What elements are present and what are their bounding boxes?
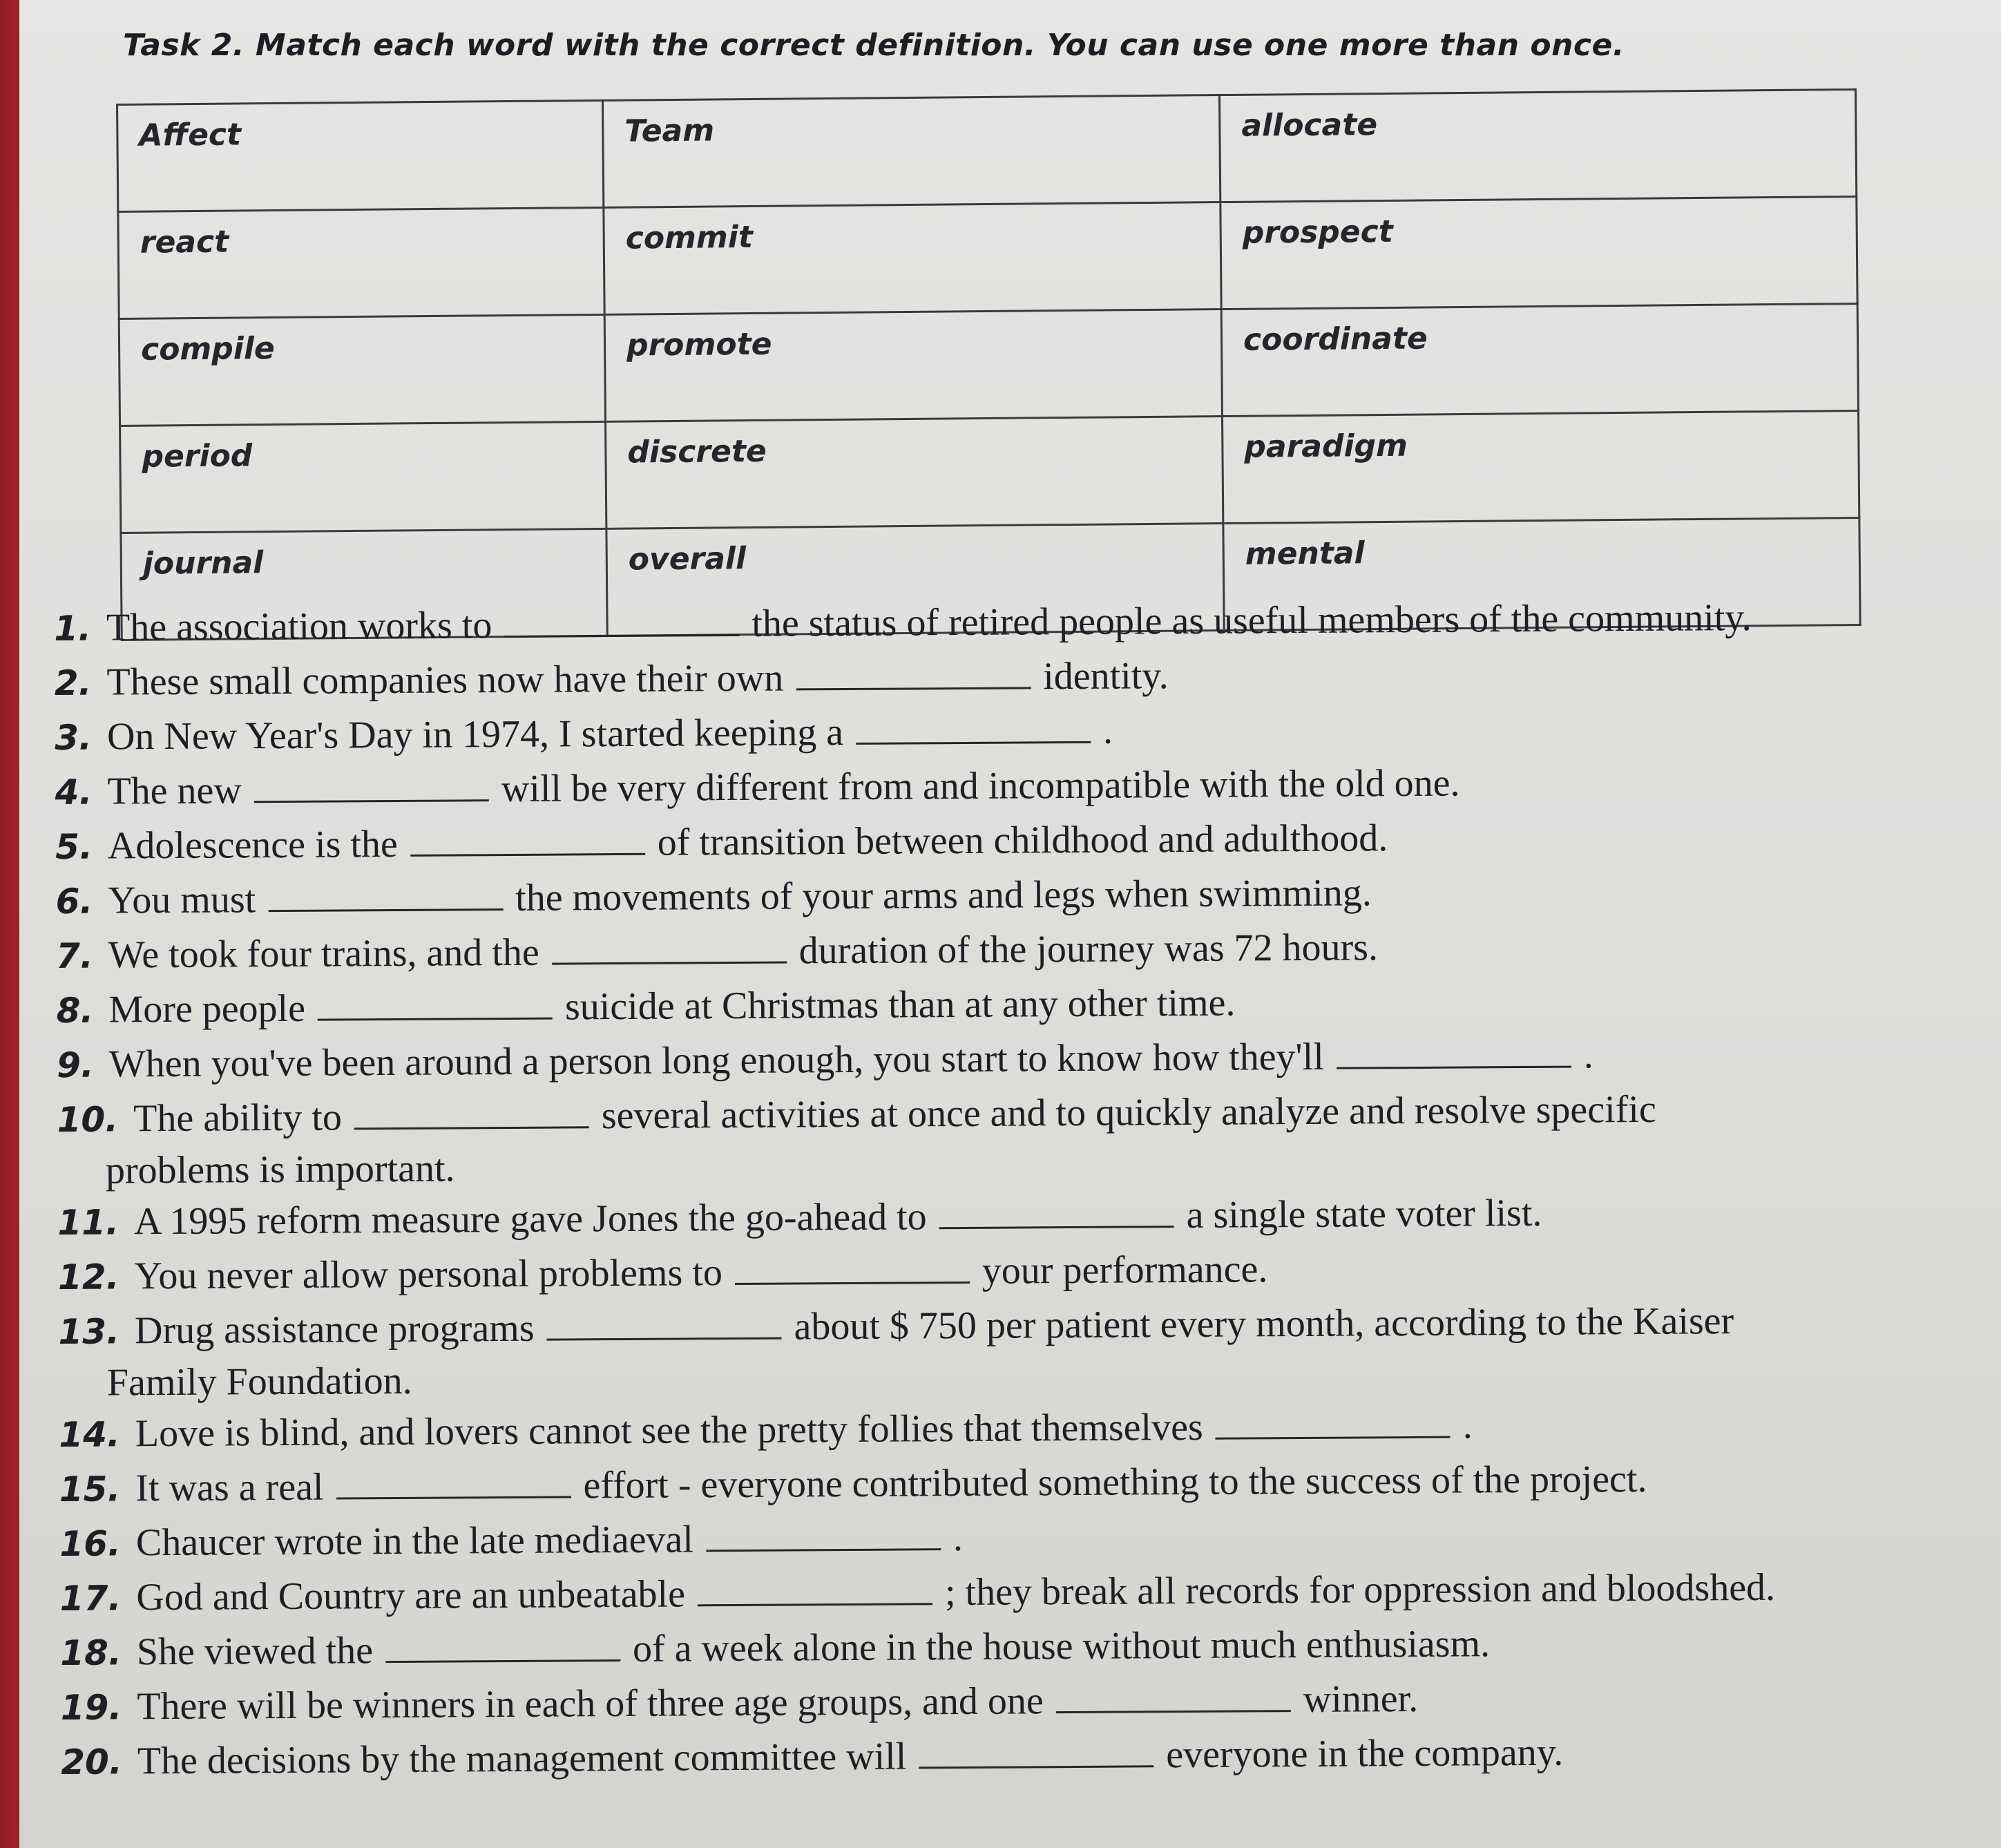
question-number: 6. — [55, 881, 93, 922]
question-text-before: The new — [107, 769, 242, 813]
question-number: 11. — [57, 1202, 119, 1243]
question-number: 9. — [56, 1045, 95, 1085]
answer-blank[interactable] — [268, 874, 503, 912]
question-number: 15. — [59, 1469, 121, 1509]
task-title: Task 2. Match each word with the correct definition. You can use one more than once. — [123, 28, 1625, 63]
word-cell: promote — [604, 309, 1222, 422]
answer-blank[interactable] — [856, 707, 1091, 745]
question-number: 3. — [55, 717, 93, 758]
question-number: 20. — [61, 1742, 123, 1782]
question-item — [58, 1293, 1993, 1407]
question-text-after: . — [1583, 1033, 1593, 1077]
word-cell: react — [118, 207, 604, 318]
word-row — [117, 90, 1857, 212]
question-text-after: everyone in the company. — [1166, 1731, 1564, 1777]
question-text-before: More people — [108, 987, 306, 1031]
question-item — [57, 1080, 1991, 1195]
worksheet-page — [19, 0, 2001, 1848]
question-text-after: effort - everyone contributed something to the success of the project. — [583, 1457, 1647, 1507]
word-table — [116, 88, 1861, 641]
question-text-after: . — [1102, 709, 1113, 752]
question-number: 12. — [57, 1257, 119, 1297]
question-text-before: There will be winners in each of three age groups, and one — [137, 1679, 1044, 1728]
answer-blank[interactable] — [1337, 1031, 1571, 1069]
question-text-before: The ability to — [133, 1096, 343, 1141]
question-number: 19. — [60, 1687, 122, 1728]
question-text-before: The decisions by the management committee will — [137, 1735, 907, 1783]
answer-blank[interactable] — [336, 1461, 571, 1499]
answer-blank[interactable] — [735, 1247, 970, 1285]
answer-blank[interactable] — [706, 1514, 941, 1552]
question-number: 18. — [60, 1632, 122, 1673]
answer-blank[interactable] — [551, 927, 786, 965]
answer-blank[interactable] — [318, 983, 553, 1021]
word-cell: coordinate — [1221, 304, 1858, 417]
question-text-after: winner. — [1303, 1677, 1419, 1721]
question-text-after: a single state voter list. — [1186, 1191, 1542, 1237]
word-cell: mental — [1223, 517, 1860, 630]
word-cell: paradigm — [1223, 411, 1859, 524]
question-text-after: duration of the journey was 72 hours. — [798, 926, 1379, 973]
word-cell: discrete — [606, 417, 1223, 529]
question-text-before: The association works to — [106, 604, 492, 649]
word-cell: Team — [602, 95, 1220, 208]
word-cell: compile — [119, 314, 605, 426]
question-number: 2. — [54, 663, 92, 703]
question-number: 7. — [55, 935, 94, 976]
question-text-after: of a week alone in the house without much enthusiasm. — [632, 1622, 1491, 1670]
question-list — [54, 589, 1995, 1789]
answer-blank[interactable] — [504, 600, 739, 638]
question-number: 16. — [59, 1523, 122, 1564]
question-text-before: Adolescence is the — [107, 822, 398, 868]
word-row — [119, 304, 1858, 426]
word-cell: period — [120, 421, 606, 533]
word-row — [118, 197, 1857, 319]
question-text-after: the movements of your arms and legs when swimming. — [515, 871, 1372, 920]
question-number: 8. — [56, 990, 94, 1031]
answer-blank[interactable] — [919, 1731, 1153, 1769]
question-continuation: problems is important. — [105, 1147, 455, 1192]
question-item — [61, 1723, 1995, 1789]
word-cell: commit — [604, 202, 1221, 315]
question-text-after: . — [1462, 1404, 1473, 1447]
question-text-before: Chaucer wrote in the late mediaeval — [135, 1518, 694, 1565]
question-text-after: will be very different from and incompatible with the old one. — [501, 761, 1460, 811]
question-text-before: We took four trains, and the — [108, 931, 539, 977]
answer-blank[interactable] — [698, 1568, 932, 1606]
word-cell: overall — [606, 524, 1224, 636]
question-text-before: These small companies now have their own — [106, 656, 784, 704]
question-text-after: suicide at Christmas than at any other time. — [564, 981, 1236, 1029]
answer-blank[interactable] — [939, 1191, 1174, 1229]
question-text-after: . — [952, 1516, 964, 1560]
question-text-after: of transition between childhood and adulthood. — [657, 817, 1388, 864]
question-text-after: your performance. — [982, 1248, 1268, 1293]
question-text-before: Love is blind, and lovers cannot see the pretty follies that themselves — [135, 1405, 1203, 1456]
question-text-after: several activities at once and to quickly analyze and resolve specific — [601, 1087, 1656, 1138]
question-text-before: She viewed the — [136, 1629, 374, 1674]
question-text-before: On New Year's Day in 1974, I started keeping a — [106, 711, 844, 759]
answer-blank[interactable] — [1056, 1675, 1291, 1713]
question-text-before: A 1995 reform measure gave Jones the go-ahead to — [133, 1195, 927, 1244]
word-cell: Affect — [117, 100, 604, 211]
question-text-before: When you've been around a person long enough, you start to know how they'll — [108, 1035, 1324, 1086]
question-text-after: the status of retired people as useful members of the community. — [751, 596, 1752, 645]
question-text-before: God and Country are an unbeatable — [136, 1572, 686, 1619]
word-cell: journal — [121, 528, 607, 640]
question-number: 10. — [57, 1099, 119, 1140]
question-text-before: It was a real — [135, 1465, 324, 1510]
question-number: 14. — [59, 1414, 121, 1455]
answer-blank[interactable] — [1216, 1402, 1451, 1440]
question-text-before: Drug assistance programs — [134, 1306, 535, 1353]
word-row — [120, 411, 1859, 533]
answer-blank[interactable] — [354, 1092, 589, 1130]
question-number: 5. — [55, 826, 93, 867]
question-number: 13. — [58, 1311, 120, 1352]
question-continuation: Family Foundation. — [106, 1359, 412, 1404]
question-number: 4. — [55, 772, 93, 812]
question-text-after: ; they break all records for oppression and bloodshed. — [944, 1565, 1776, 1614]
word-cell: prospect — [1220, 197, 1857, 309]
question-text-after: identity. — [1043, 654, 1169, 698]
question-text-after: about $ 750 per patient every month, according to the Kaiser — [794, 1299, 1734, 1349]
question-number: 17. — [59, 1578, 122, 1619]
question-text-before: You never allow personal problems to — [134, 1251, 723, 1298]
question-number: 1. — [54, 608, 92, 649]
word-cell: allocate — [1219, 90, 1856, 202]
answer-blank[interactable] — [385, 1625, 620, 1663]
answer-blank[interactable] — [410, 819, 645, 857]
answer-blank[interactable] — [796, 652, 1031, 690]
question-text-before: You must — [108, 878, 256, 922]
answer-blank[interactable] — [546, 1303, 781, 1341]
answer-blank[interactable] — [254, 765, 489, 803]
